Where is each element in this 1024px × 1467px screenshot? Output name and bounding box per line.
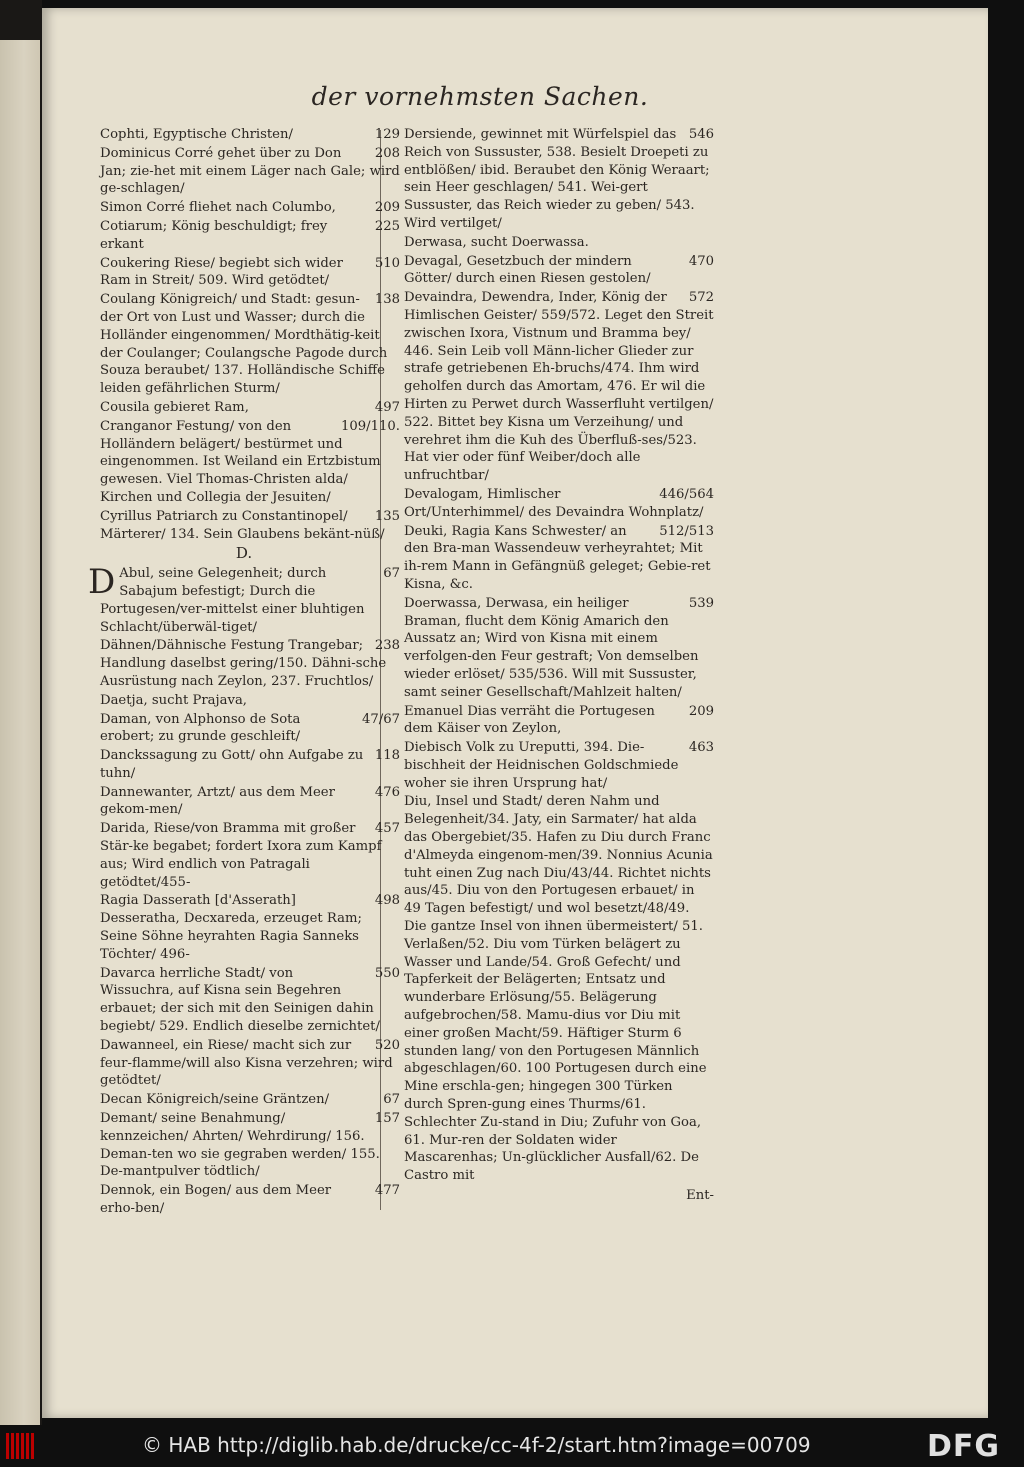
entry-text: Derwasa, sucht Doerwassa. (404, 234, 589, 250)
index-entry (88, 784, 400, 820)
entry-page-ref: 157 (374, 1111, 400, 1127)
entry-page-ref: 497 (374, 399, 400, 415)
entry-text: Daman, von Alphonso de Sota erobert; zu grunde geschleift/ (100, 711, 301, 745)
running-title: der vornehmsten Sachen. (311, 82, 649, 111)
index-entry (88, 418, 400, 507)
entry-text: Cyrillus Patriarch zu Constantinopel/ Märterer/ 134. Sein Glaubens bekänt-nüß/ (100, 508, 385, 542)
entry-page-ref: 47/67 (361, 711, 400, 727)
entry-text: Devalogam, Himlischer Ort/Unterhimmel/ des Devaindra Wohnplatz/ (404, 486, 704, 520)
index-entry (88, 637, 400, 690)
index-entry (392, 486, 714, 522)
index-entry (88, 1037, 400, 1090)
entry-page-ref: 476 (374, 784, 400, 800)
index-entry (88, 1182, 400, 1218)
entry-page-ref: 209 (688, 703, 714, 719)
entry-text: Dähnen/Dähnische Festung Trangebar; Handlung daselbst gering/150. Dähni-sche Ausrüstung nach Zeylon, 237. Fruchtlos/ (100, 638, 387, 689)
entry-text: Devagal, Gesetzbuch der mindern Götter/ durch einen Riesen gestolen/ (404, 253, 651, 287)
left-column (88, 126, 400, 1219)
entry-text: Danckssagung zu Gott/ ohn Aufgabe zu tuhn/ (100, 748, 364, 781)
index-entry (88, 892, 400, 963)
entry-page-ref: 129 (374, 127, 400, 142)
index-entry (88, 747, 400, 783)
entry-page-ref: 463 (688, 740, 714, 756)
entry-text: Dennok, ein Bogen/ aus dem Meer erho-ben/ (100, 1183, 332, 1217)
index-entry (88, 291, 400, 398)
index-entry (88, 562, 400, 636)
entry-text: Dawanneel, ein Riese/ macht sich zur feur-flamme/will also Kisna verzehren; wird getödtet/ (100, 1037, 393, 1089)
entry-page-ref: 470 (688, 253, 714, 269)
previous-page-edge (0, 40, 40, 1425)
entry-page-ref: 512/513 (659, 523, 714, 539)
entry-page-ref: 238 (374, 638, 400, 654)
index-entry (392, 595, 714, 702)
entry-page-ref: 477 (374, 1183, 400, 1199)
index-entry (392, 289, 714, 485)
entry-text: Diebisch Volk zu Ureputti, 394. Die-bischheit der Heidnischen Goldschmiede woher sie ihren Ursprung hat/ (404, 740, 679, 791)
entry-text: Emanuel Dias verräht die Portugesen dem Käiser von Zeylon, (404, 703, 655, 737)
index-entry (88, 1091, 400, 1109)
entry-page-ref: 67 (383, 566, 400, 582)
entry-page-ref: 208 (374, 145, 400, 161)
footer-bar (0, 1425, 1024, 1467)
entry-text: Abul, seine Gelegenheit; durch Sabajum befestigt; Durch die Portugesen/ver-mittelst einer bluhtigen Schlacht/überwäl-tiget/ (100, 566, 365, 635)
section-letter-d: D. (235, 544, 253, 563)
entry-text: Cousila gebieret Ram, (100, 399, 249, 415)
entry-text: Cranganor Festung/ von den Holländern belägert/ bestürmet und eingenommen. Ist Weiland ein Ertzbistum gewesen. Viel Thomas-Christen alda/ Kirchen und Collegia der Jesuiten/ (100, 418, 381, 505)
entry-text: Diu, Insel und Stadt/ deren Nahm und Belegenheit/34. Jaty, ein Sarmater/ hat alda das Obergebiet/35. Hafen zu Diu durch Franc d'Almeyda eingenom-men/39. Nonnius Acunia tuht einen Zug nach Diu/43/44. Richtet nichts aus/45. Diu von den Portugesen erbauet/ in 49 Tagen befestigt/ und wol besetzt/48/49. Die gantze Insel von ihnen übermeistert/ 51. Verlaßen/52. Diu vom Türken belägert zu Wasser und Lande/54. Groß Gefecht/ und Tapferkeit der Belägerten; Entsatz und wunderbare Erlösung/55. Belägerung aufgebrochen/58. Mamu-dius vor Diu mit einer großen Macht/59. Häftiger Sturm 6 stunden lang/ von den Portugesen Männlich abgeschlagen/60. 100 Portugesen durch eine Mine erschla-gen; hingegen 300 Türken durch Spren-gung eines Thurms/61. Schlechter Zu-stand in Diu; Zufuhr von Goa, 61. Mur-ren der Soldaten wider Mascarenhas; Un-glücklicher Ausfall/62. De Castro mit (404, 794, 713, 1184)
entry-page-ref: 510 (374, 255, 400, 271)
dfg-logo: DFG (926, 1429, 1000, 1464)
right-column (392, 126, 714, 1205)
index-entry (392, 703, 714, 739)
index-entry (88, 692, 400, 710)
entry-page-ref: 539 (688, 595, 714, 611)
index-entry (392, 126, 714, 233)
entry-text: Ragia Dasserath [d'Asserath] Desseratha, Decxareda, erzeuget Ram; Seine Söhne heyrahten Ragia Sanneks Töchter/ 496- (100, 893, 362, 962)
entry-text: Deuki, Ragia Kans Schwester/ an den Bra-man Wassendeuw verheyrahtet; Mit ih-rem Mann in Gefängnüß geleget; Gebie-ret Kisna, &c. (404, 523, 711, 592)
entry-text: Coukering Riese/ begiebt sich wider Ram in Streit/ 509. Wird getödtet/ (100, 255, 343, 289)
entry-page-ref: 135 (374, 508, 400, 524)
entry-text: Doerwassa, Derwasa, ein heiliger Braman, flucht dem König Amarich den Aussatz an; Wird von Kisna mit einem verfolgen-den Feur gestraft; Von demselben wieder erlöset/ 535/536. Will mit Sussuster, samt seiner Gesellschaft/Mahlzeit halten/ (404, 595, 699, 700)
entry-text: Coulang Königreich/ und Stadt: gesun-der Ort von Lust und Wasser; durch die Holländer eingenommen/ Mordthätig-keit der Coulanger; Coulangsche Pagode durch Souza beraubet/ 137. Holländische Schiffe leiden gefährlichen Sturm/ (100, 292, 388, 397)
entry-text: Decan Königreich/seine Gräntzen/ (100, 1092, 330, 1108)
entry-page-ref: 572 (688, 290, 714, 306)
entry-text: Cotiarum; König beschuldigt; frey erkant (100, 218, 328, 252)
entry-page-ref: 67 (383, 1092, 400, 1108)
entry-page-ref: 225 (374, 218, 400, 234)
entry-text: Davarca herrliche Stadt/ von Wissuchra, auf Kisna sein Begehren erbauet; der sich mit den Seinigen dahin begiebt/ 529. Endlich dieselbe zernichtet/ (100, 965, 380, 1035)
index-entry (88, 1110, 400, 1181)
index-entry (88, 711, 400, 747)
index-entry (88, 820, 400, 891)
index-entry (88, 145, 400, 198)
entry-page-ref: 446/564 (659, 486, 714, 502)
entry-text: Dannewanter, Artzt/ aus dem Meer gekom-men/ (100, 784, 335, 818)
index-entry (88, 218, 400, 254)
index-entry (88, 126, 400, 144)
entry-page-ref: 498 (374, 893, 400, 909)
index-entry (392, 739, 714, 792)
index-entry (392, 234, 714, 252)
index-entry (88, 399, 400, 417)
catchword: Ent- (686, 1188, 714, 1204)
entry-text: Daetja, sucht Prajava, (100, 692, 248, 708)
entry-text: Devaindra, Dewendra, Inder, König der Himlischen Geister/ 559/572. Leget den Streit zwischen Ixora, Vistnum und Bramma bey/ 446. Sein Leib voll Männ-licher Glieder zur strafe getriebenen Eh-bruchs/474. Ihm wird geholfen durch das Amortam, 476. Er wil die Hirten zu Perwet durch Wasserfluht vertilgen/ 522. Bittet bey Kisna um Verzeihung/ und verehret ihm die Kuh des Überfluß-ses/523. Hat vier oder fünf Weiber/doch alle unfruchtbar/ (404, 290, 714, 484)
entry-text: Dominicus Corré gehet über zu Don Jan; zie-het mit einem Läger nach Gale; wird ge-schlagen/ (100, 145, 400, 197)
index-entry (88, 199, 400, 217)
index-entry (392, 793, 714, 1185)
hab-logo-icon (6, 1433, 36, 1459)
entry-text: Cophti, Egyptische Christen/ (100, 127, 293, 142)
entry-text: Simon Corré fliehet nach Columbo, (100, 200, 336, 216)
index-entry (392, 253, 714, 289)
entry-page-ref: 138 (374, 292, 400, 308)
entry-text: Dersiende, gewinnet mit Würfelspiel das Reich von Sussuster, 538. Besielt Droepeti zu entblößen/ ibid. Beraubet den König Weraart; sein Heer geschlagen/ 541. Wei-gert Sussuster, das Reich wieder zu geben/ 543. Wird vertilget/ (404, 127, 710, 231)
entry-page-ref: 457 (374, 821, 400, 837)
entry-page-ref: 520 (374, 1037, 400, 1053)
entry-page-ref: 209 (374, 200, 400, 216)
entry-page-ref: 118 (374, 748, 400, 764)
entry-text: Demant/ seine Benahmung/ kennzeichen/ Ahrten/ Wehrdirung/ 156. Deman-ten wo sie gegraben werden/ 155. De-mantpulver tödtlich/ (100, 1111, 380, 1180)
index-entry (88, 508, 400, 544)
entry-page-ref: 109/110. (341, 418, 400, 434)
drop-initial: D (88, 562, 116, 603)
index-entry (88, 965, 400, 1036)
entry-text: Darida, Riese/von Bramma mit großer Stär-ke begabet; fordert Ixora zum Kampf aus; Wird endlich von Patragali getödtet/455- (100, 821, 382, 890)
index-entry (392, 523, 714, 594)
entry-page-ref: 546 (688, 127, 714, 142)
index-entry (88, 255, 400, 291)
credit-link[interactable]: © HAB http://diglib.hab.de/drucke/cc-4f-2/start.htm?image=00709 (142, 1433, 811, 1457)
entry-page-ref: 550 (374, 965, 400, 981)
